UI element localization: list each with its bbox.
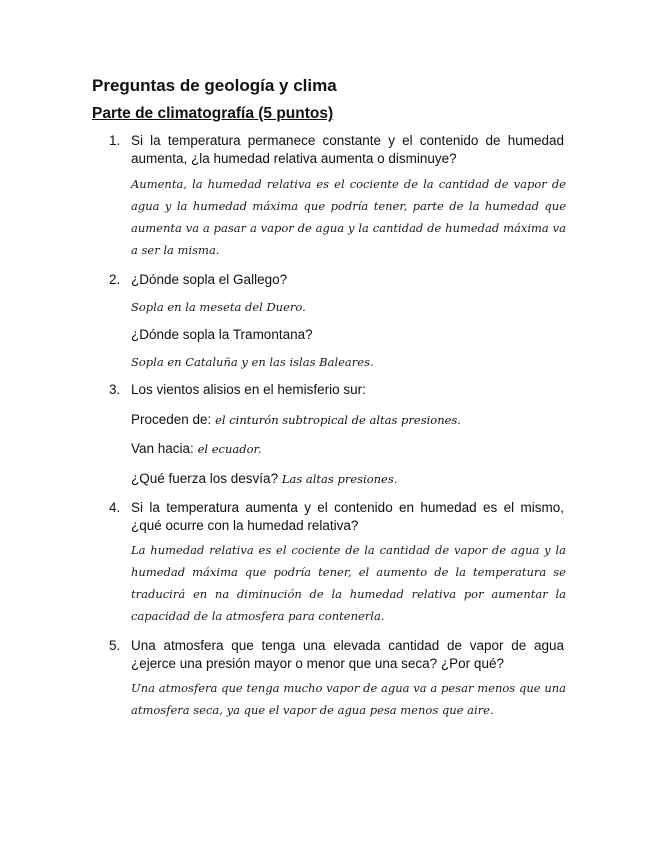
question-3-item-destination bbox=[131, 440, 261, 458]
question-1-text: Si la temperatura permanece constante y el contenido de humedad aumenta, ¿la humedad relativa aumenta o disminuye? bbox=[131, 133, 564, 166]
question-3-item-force bbox=[131, 470, 397, 488]
question-2-subanswer: Sopla en Cataluña y en las islas Baleares. bbox=[131, 355, 374, 369]
question-4-text: Si la temperatura aumenta y el contenido en humedad es el mismo, ¿qué ocurre con la humedad relativa? bbox=[131, 500, 564, 533]
question-3-item-destination-answer: el ecuador. bbox=[197, 442, 262, 456]
question-2-text: ¿Dónde sopla el Gallego? bbox=[131, 272, 288, 287]
question-2-subquestion: ¿Dónde sopla la Tramontana? bbox=[131, 327, 313, 342]
question-5-text: Una atmosfera que tenga una elevada cantidad de vapor de agua ¿ejerce una presión mayor o menor que una seca? ¿Por qué? bbox=[131, 638, 564, 671]
question-3-item-origin-answer: el cinturón subtropical de altas presiones. bbox=[215, 413, 461, 427]
question-3-number: 3. bbox=[109, 382, 121, 397]
question-3-item-origin-label: Proceden de: bbox=[131, 412, 212, 427]
question-3-item-force-answer: Las altas presiones. bbox=[281, 472, 398, 486]
question-1-number: 1. bbox=[109, 133, 121, 148]
question-4-answer: La humedad relativa es el cociente de la cantidad de vapor de agua y la humedad máxima que podría tener, el aumento de la temperatura se traducirá en na diminución de la humedad relativa por aumentar la capacidad de la atmosfera para contenerla. bbox=[131, 543, 566, 623]
question-3-text: Los vientos alisios en el hemisferio sur: bbox=[131, 382, 366, 397]
section-title: Parte de climatografía (5 puntos) bbox=[92, 105, 334, 122]
question-2-answer: Sopla en la meseta del Duero. bbox=[131, 300, 306, 314]
question-1-answer: Aumenta, la humedad relativa es el cociente de la cantidad de vapor de agua y la humedad máxima que podría tener, parte de la humedad que aumenta va a pasar a vapor de agua y la cantidad de humedad máxima va a ser la misma. bbox=[131, 177, 566, 257]
question-4-number: 4. bbox=[109, 500, 121, 515]
document-title: Preguntas de geología y clima bbox=[92, 76, 337, 95]
question-5-number: 5. bbox=[109, 638, 121, 653]
question-2-number: 2. bbox=[109, 272, 121, 287]
question-3-item-origin bbox=[131, 411, 461, 429]
question-3-item-force-label: ¿Qué fuerza los desvía? bbox=[131, 471, 279, 486]
question-5-answer: Una atmosfera que tenga mucho vapor de agua va a pesar menos que una atmosfera seca, ya que el vapor de agua pesa menos que aire. bbox=[131, 681, 566, 717]
question-3-item-destination-label: Van hacia: bbox=[131, 441, 194, 456]
